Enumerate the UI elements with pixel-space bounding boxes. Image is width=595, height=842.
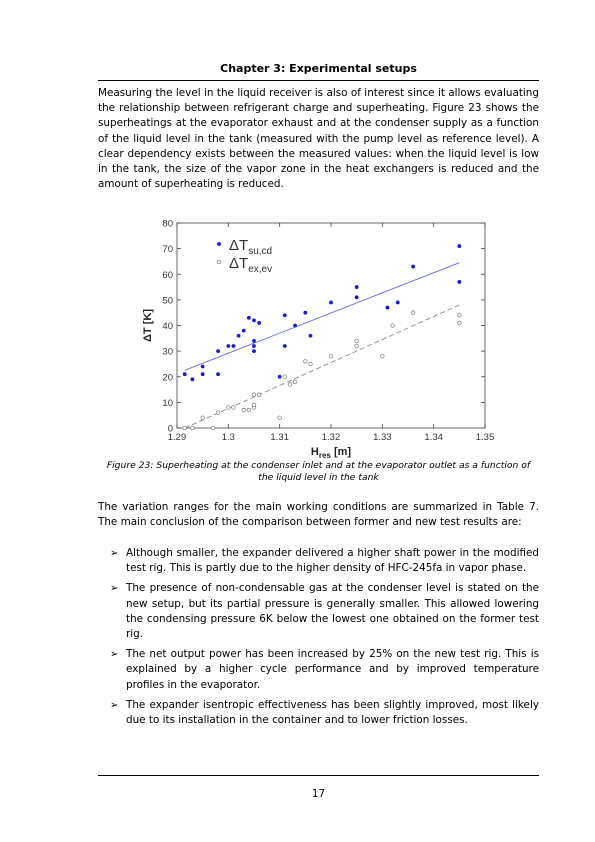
- y-axis-label: ΔT [K]: [142, 309, 154, 342]
- data-point-su-cd: [396, 301, 400, 305]
- x-tick-label: 1.32: [321, 432, 341, 443]
- x-tick-label: 1.35: [475, 432, 495, 443]
- y-tick-label: 80: [162, 218, 173, 230]
- data-point-ex-ev: [283, 375, 287, 379]
- data-point-su-cd: [457, 280, 461, 284]
- y-tick-label: 20: [162, 372, 173, 384]
- arrow-bullet-icon: ➢: [110, 583, 119, 595]
- data-point-ex-ev: [458, 321, 462, 325]
- data-point-su-cd: [355, 285, 359, 289]
- arrow-bullet-icon: ➢: [110, 649, 119, 661]
- data-point-su-cd: [293, 324, 297, 328]
- data-point-su-cd: [329, 301, 333, 305]
- data-point-ex-ev: [252, 393, 256, 397]
- data-point-su-cd: [278, 375, 282, 379]
- data-point-su-cd: [411, 265, 415, 269]
- data-point-ex-ev: [293, 380, 297, 384]
- x-tick-label: 1.34: [424, 432, 443, 443]
- data-point-ex-ev: [355, 344, 359, 348]
- data-point-ex-ev: [329, 354, 333, 358]
- data-point-su-cd: [183, 372, 187, 376]
- paragraph-summary: The variation ranges for the main working conditions are summarized in Table 7. The main conclusion of the comparison between former and new test results are:: [98, 501, 539, 529]
- data-point-su-cd: [242, 329, 246, 333]
- data-point-su-cd: [216, 372, 220, 376]
- data-point-ex-ev: [183, 426, 187, 430]
- list-item-text: The net output power has been increased by 25% on the new test rig. This is explained by a higher cycle performance and by improved temperature profiles in the evaporator.: [126, 648, 539, 691]
- chapter-header: Chapter 3: Experimental setups: [220, 62, 417, 75]
- data-point-su-cd: [247, 316, 251, 320]
- data-point-ex-ev: [355, 339, 359, 343]
- data-point-ex-ev: [458, 313, 462, 317]
- conclusion-list: [98, 546, 539, 733]
- plot-frame: [177, 223, 485, 428]
- data-point-su-cd: [386, 306, 390, 310]
- data-point-ex-ev: [191, 426, 195, 430]
- data-point-ex-ev: [304, 360, 308, 364]
- data-point-ex-ev: [391, 324, 395, 328]
- header-rule: [98, 80, 539, 81]
- data-point-su-cd: [257, 321, 261, 325]
- data-point-su-cd: [283, 344, 287, 348]
- list-item-text: The presence of non-condensable gas at the condenser level is stated on the new setup, but its partial pressure is generally smaller. This allowed lowering the condensing pressure 6K below the lowest one obtained on the former test rig.: [126, 582, 539, 641]
- list-item: [98, 647, 539, 693]
- list-item: [98, 581, 539, 642]
- arrow-bullet-icon: ➢: [110, 548, 119, 559]
- data-point-ex-ev: [309, 362, 313, 366]
- page-number: 17: [311, 788, 326, 800]
- data-point-su-cd: [237, 334, 241, 338]
- x-tick-label: 1.3: [221, 432, 235, 443]
- x-tick-label: 1.31: [270, 432, 289, 443]
- fit-line-ex-ev: [185, 305, 460, 428]
- y-tick-label: 50: [162, 295, 173, 307]
- data-point-su-cd: [216, 349, 220, 353]
- arrow-bullet-icon: ➢: [110, 699, 119, 711]
- data-point-su-cd: [309, 334, 313, 338]
- legend-label-ex-ev: $\Delta T_{ex,ev}$: [229, 255, 273, 275]
- legend-marker-ex-ev: [217, 260, 221, 264]
- data-point-ex-ev: [201, 416, 205, 420]
- legend-label-su-cd: $\Delta T_{su,cd}$: [229, 237, 273, 257]
- list-item: [98, 546, 539, 576]
- data-point-ex-ev: [252, 403, 256, 407]
- data-point-su-cd: [252, 339, 256, 343]
- data-point-ex-ev: [278, 416, 282, 420]
- fit-line-su-cd: [185, 263, 460, 371]
- x-tick-label: 1.29: [167, 432, 187, 443]
- data-point-ex-ev: [216, 411, 220, 415]
- y-tick-label: 40: [162, 321, 173, 332]
- data-point-ex-ev: [232, 406, 236, 410]
- data-point-ex-ev: [288, 383, 292, 387]
- list-item-text: The expander isentropic effectiveness has been slightly improved, most likely due to its installation in the container and to lower friction losses.: [126, 698, 539, 727]
- data-point-su-cd: [201, 372, 205, 376]
- data-point-ex-ev: [257, 393, 261, 397]
- data-point-ex-ev: [411, 311, 415, 315]
- figure-23: [135, 215, 505, 460]
- superheating-chart: [135, 215, 505, 460]
- x-tick-label: 1.33: [373, 432, 392, 443]
- footer-rule: [98, 775, 539, 776]
- legend-marker-su-cd: [217, 242, 221, 246]
- data-point-su-cd: [457, 244, 461, 248]
- list-item: [98, 698, 539, 728]
- data-point-ex-ev: [211, 426, 215, 430]
- x-axis-label: $H_{res}$ [m]: [310, 446, 352, 460]
- y-tick-label: 30: [162, 346, 173, 358]
- figure-caption: Figure 23: Superheating at the condenser inlet and at the evaporator outlet as a function of the liquid level in the tank: [106, 460, 531, 483]
- data-point-ex-ev: [381, 354, 385, 358]
- data-point-su-cd: [191, 377, 195, 381]
- data-point-su-cd: [201, 365, 205, 369]
- data-point-ex-ev: [247, 408, 251, 412]
- data-point-su-cd: [355, 295, 359, 299]
- data-point-su-cd: [232, 344, 236, 348]
- y-tick-label: 60: [162, 269, 173, 281]
- data-point-ex-ev: [227, 406, 231, 410]
- data-point-su-cd: [252, 349, 256, 353]
- data-point-su-cd: [226, 344, 230, 348]
- data-point-su-cd: [252, 344, 256, 348]
- y-tick-label: 0: [167, 423, 173, 435]
- y-tick-label: 70: [162, 244, 173, 256]
- data-point-su-cd: [252, 318, 256, 322]
- list-item-text: Although smaller, the expander delivered a higher shaft power in the modified test rig. This is partly due to the higher density of HFC-245fa in vapor phase.: [126, 547, 539, 575]
- paragraph-intro: Measuring the level in the liquid receiver is also of interest since it allows evaluating the relationship between refrigerant charge and superheating. Figure 23 shows the superheatings at the evaporator exhaust and at the condenser supply as a function of the liquid level in the tank (measured with the pump level as reference level). A clear dependency exists between the measured values: when the liquid level is low in the tank, the size of the vapor zone in the heat exchangers is reduced and the amount of superheating is reduced.: [98, 87, 539, 191]
- y-tick-label: 10: [162, 397, 173, 409]
- data-point-ex-ev: [242, 408, 246, 412]
- data-point-su-cd: [283, 313, 287, 317]
- data-point-su-cd: [303, 311, 307, 315]
